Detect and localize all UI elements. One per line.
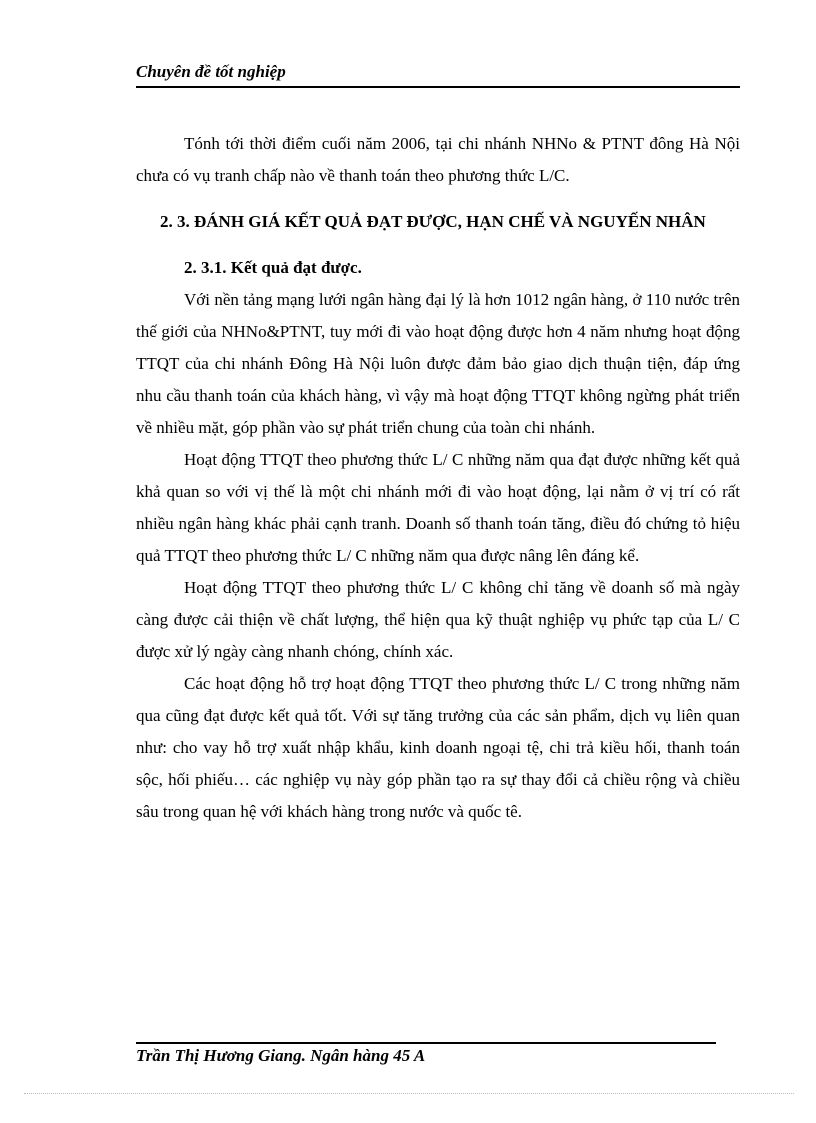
paragraph-3: Hoạt động TTQT theo phương thức L/ C không chỉ tăng về doanh số mà ngày càng được cải thiện về chất lượng, thể hiện qua kỹ thuật nghiệp vụ phức tạp của L/ C được xử lý ngày càng nhanh chóng, chính xác. xyxy=(136,578,740,661)
paragraph-1: Với nền tảng mạng lưới ngân hàng đại lý là hơn 1012 ngân hàng, ở 110 nước trên thế giới của NHNo&PTNT, tuy mới đi vào hoạt động được hơn 4 năm nhưng hoạt động TTQT của chi nhánh Đông Hà Nội luôn được đảm bảo giao dịch thuận tiện, đáp ứng nhu cầu thanh toán của khách hàng, vì vậy mà hoạt động TTQT không ngừng phát triển về nhiều mặt, góp phần vào sự phát triển chung của toàn chi nhánh. xyxy=(136,290,740,437)
section-heading: 2. 3. ĐÁNH GIÁ KẾT QUẢ ĐẠT ĐƯỢC, HẠN CHẾ VÀ NGUYẾN NHÂN xyxy=(160,212,706,231)
subsection-heading: 2. 3.1. Kết quả đạt được. xyxy=(184,258,362,277)
document-body xyxy=(136,128,740,828)
footer-author: Trần Thị Hương Giang. Ngân hàng 45 A xyxy=(136,1046,426,1065)
paragraph-intro: Tónh tới thời điểm cuối năm 2006, tại chi nhánh NHNo & PTNT đông Hà Nội chưa có vụ tranh chấp nào về thanh toán theo phương thức L/C. xyxy=(136,134,740,185)
page-bottom-edge xyxy=(24,1093,794,1094)
page-footer xyxy=(136,1042,716,1065)
page-header xyxy=(136,60,740,88)
header-title: Chuyên đề tốt nghiệp xyxy=(136,62,286,81)
paragraph-2: Hoạt động TTQT theo phương thức L/ C những năm qua đạt được những kết quả khả quan so với vị thế là một chi nhánh mới đi vào hoạt động, lại nằm ở vị trí có rất nhiều ngân hàng khác phải cạnh tranh. Doanh số thanh toán tăng, điều đó chứng tỏ hiệu quả TTQT theo phương thức L/ C những năm qua được nâng lên đáng kể. xyxy=(136,450,740,565)
paragraph-4: Các hoạt động hỗ trợ hoạt động TTQT theo phương thức L/ C trong những năm qua cũng đạt được kết quả tốt. Với sự tăng trưởng của các sản phẩm, dịch vụ liên quan như: cho vay hỗ trợ xuất nhập khẩu, kinh doanh ngoại tệ, chi trả kiều hối, thanh toán sộc, hối phiếu… các nghiệp vụ này góp phần tạo ra sự thay đổi cả chiều rộng và chiều sâu trong quan hệ với khách hàng trong nước và quốc tê. xyxy=(136,674,740,821)
